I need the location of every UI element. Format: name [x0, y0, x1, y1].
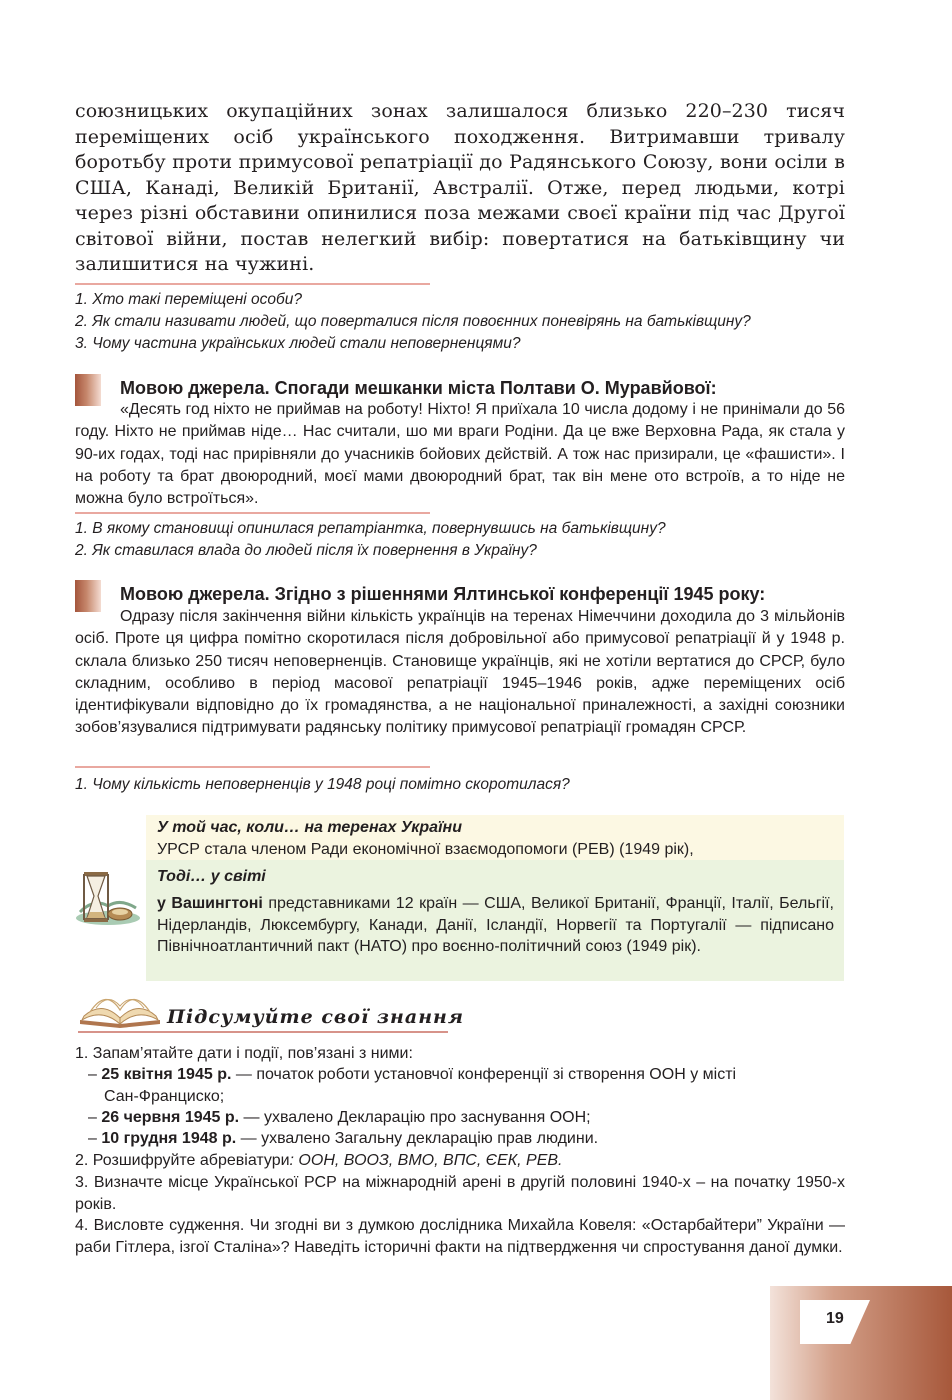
summary-underline	[78, 1031, 448, 1033]
intro-underline	[75, 283, 430, 285]
source-1-question-2: 2. Як ставилася влада до людей після їх повернення в Україну?	[75, 542, 537, 559]
page-number: 19	[826, 1310, 844, 1327]
summary-date-1: – 25 квітня 1945 р. — початок роботи установчої конференції зі створення ООН у місті	[88, 1066, 737, 1083]
source-1-question-1: 1. В якому становищі опинилася репатріантка, повернувшись на батьківщину?	[75, 520, 666, 537]
source-2-paragraph: Одразу після закінчення війни кількість українців на теренах Німеччини доходила до 3 мільйонів осіб. Проте ця цифра помітно скоротилася після добровільної або примусової репатріації й у 1948 р. склала близько 250 тисяч неповерненців. Становище українців, які не хотіли вертатися до СРСР, було складним, особливо в період масової репатріації 1945–1946 років, адже переміщених осіб ідентифікували відповідно до їх громадянства, а не національної приналежності, а західні союзники зобов’язувалися підтримувати радянську політику примусової репатріації громадян СРСР.	[75, 608, 845, 737]
source-1-underline	[75, 512, 430, 514]
date-3: 10 грудня 1948 р.	[101, 1130, 237, 1147]
date-1-event: — початок роботи установчої конференції зі створення ООН у місті	[231, 1066, 737, 1083]
source-1-title: Мовою джерела. Спогади мешканки міста Полтави О. Муравйової:	[120, 378, 717, 398]
question-1-1: 1. Хто такі переміщені особи?	[75, 291, 302, 308]
world-heading: Тоді… у світі	[157, 868, 266, 885]
ukraine-heading: У той час, коли… на теренах України	[157, 819, 462, 836]
hourglass-icon	[74, 868, 142, 928]
summary-date-1-cont: Сан-Франциско;	[104, 1088, 225, 1105]
source-1-text	[75, 399, 845, 510]
summary-item-1: 1. Запам’ятайте дати і події, пов’язані з ними:	[75, 1045, 413, 1062]
summary-item-4: 4. Висловте судження. Чи згодні ви з думкою дослідника Михайла Ковеля: «Остарбайтери” України — раби Гітлера, ізгої Сталіна»? Наведіть історичні факти на підтвердження чи спростування даної думки.	[75, 1217, 845, 1256]
summary-item-2-abbreviations: : ООН, ВООЗ, ВМО, ВПС, ЄЕК, РЕВ.	[289, 1152, 563, 1169]
ukraine-text: УРСР стала членом Ради економічної взаємодопомоги (РЕВ) (1949 рік),	[157, 841, 694, 858]
summary-item-2-prefix: 2. Розшифруйте абревіатури	[75, 1152, 290, 1169]
date-2: 26 червня 1945 р.	[101, 1109, 240, 1126]
world-location: у Вашингтоні	[157, 895, 263, 912]
summary-item-2	[75, 1150, 845, 1172]
source-2-title: Мовою джерела. Згідно з рішеннями Ялтинської конференції 1945 року:	[120, 584, 766, 604]
intro-paragraph: союзницьких окупаційних зонах залишалося близько 220–230 тисяч переміщених осіб українського походження. Витримавши тривалу боротьбу проти примусової репатріації до Радянського Союзу, вони осіли в США, Канаді, Великій Британії, Австралії. Отже, перед людьми, котрі через різні обставини опинилися поза межами своєї країни під час Другої світової війни, постав нелегкий вибір: повертатися на батьківщину чи залишитися на чужині.	[75, 100, 845, 275]
summary-item-3: 3. Визначте місце Української РСР на міжнародній арені в другій половині 1940-х – на початку 1950-х років.	[75, 1174, 845, 1213]
question-1-3: 3. Чому частина українських людей стали неповерненцями?	[75, 335, 521, 352]
source-2-text	[75, 606, 845, 740]
world-text	[157, 893, 834, 958]
summary-date-3: – 10 грудня 1948 р. — ухвалено Загальну декларацію прав людини.	[88, 1130, 599, 1147]
source-2-question-1: 1. Чому кількість неповерненців у 1948 році помітно скоротилася?	[75, 776, 570, 793]
date-2-event: — ухвалено Декларацію про заснування ООН;	[239, 1109, 591, 1126]
date-1: 25 квітня 1945 р.	[101, 1066, 232, 1083]
world-event: представниками 12 країн — США, Великої Британії, Франції, Італії, Бельгії, Нідерландів, Люксембургу, Канади, Данії, Ісландії, Норвегії та Португалії — підписано Північноатлантичний пакт (НАТО) про воєнно-політичний союз (1949 рік).	[157, 895, 834, 955]
source-1-quote: «Десять год ніхто не приймав на роботу! Ніхто! Я приїхала 10 числа додому і не принімали до 56 году. Ніхто не приймав ніде… Нас считали, шо ми враги Родіни. Да це вже Верховна Рада, як стала у 90-их годах, тоді нас прирівняли до учасників бойових дєйствій. А тож нас призирали, це «фашисти». І на роботу та брат двоюродний, моєї мами двоюродний брат, так він мене ото встроїв, а то ніде не можна було встроїться».	[75, 401, 845, 508]
date-3-event: — ухвалено Загальну декларацію прав людини.	[236, 1130, 599, 1147]
source-2-underline	[75, 766, 430, 768]
question-1-2: 2. Як стали називати людей, що поверталися після повоєнних поневірянь на батьківщину?	[75, 313, 751, 330]
summary-date-2: – 26 червня 1945 р. — ухвалено Декларацію про заснування ООН;	[88, 1109, 591, 1126]
summary-title: Підсумуйте свої знання	[167, 1006, 465, 1028]
open-book-icon	[76, 986, 164, 1028]
